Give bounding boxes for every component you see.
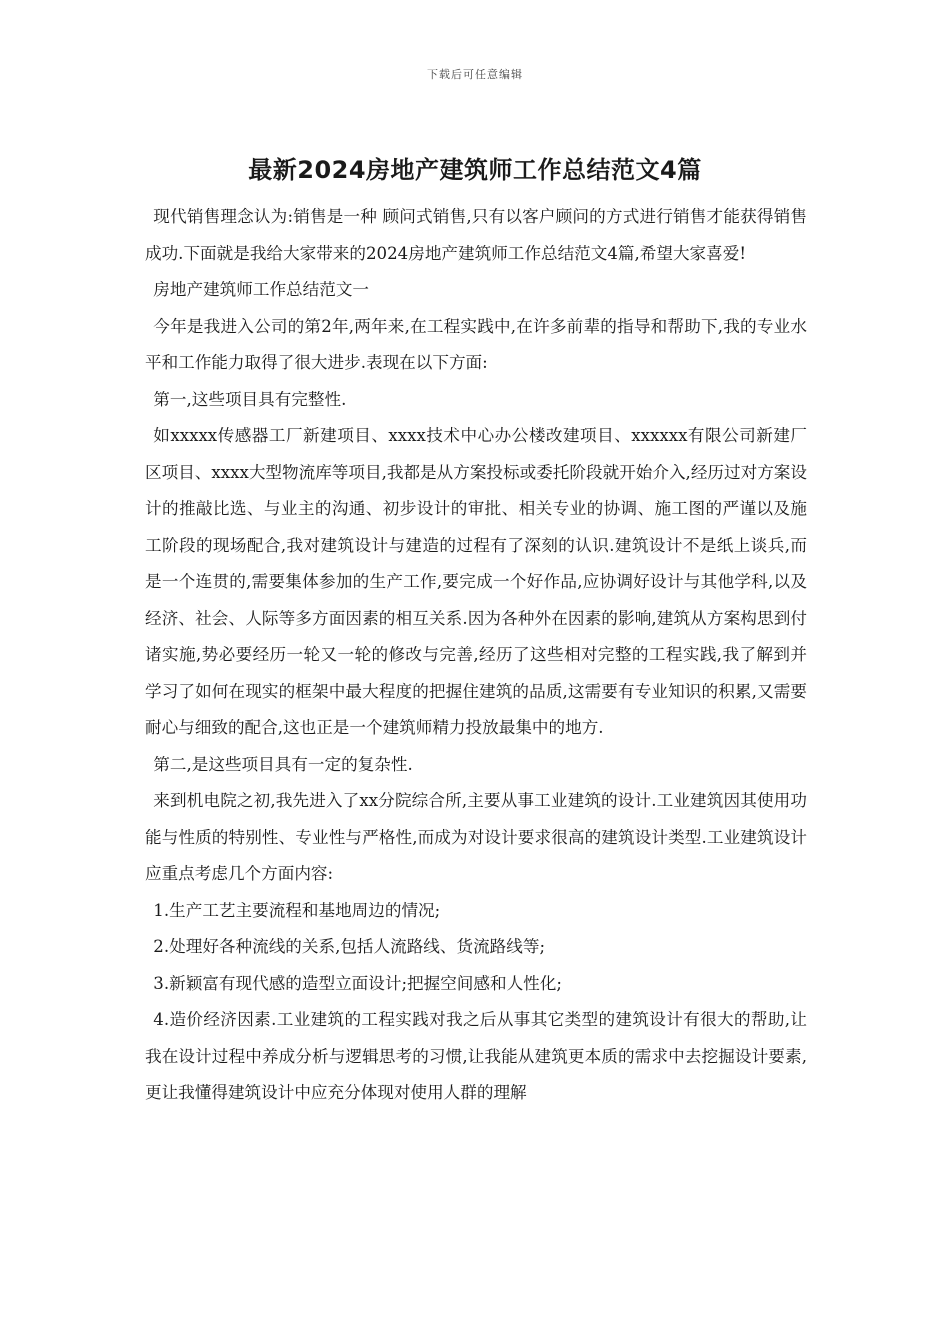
paragraph: 今年是我进入公司的第2年,两年来,在工程实践中,在许多前辈的指导和帮助下,我的专业水平和工作能力取得了很大进步.表现在以下方面:: [145, 316, 807, 372]
document-body: [145, 199, 807, 1112]
paragraph-point-heading: 第一,这些项目具有完整性.: [153, 389, 347, 409]
paragraph-point-heading: 第二,是这些项目具有一定的复杂性.: [153, 754, 413, 774]
list-item: 1.生产工艺主要流程和基地周边的情况;: [153, 900, 441, 920]
list-item: 3.新颖富有现代感的造型立面设计;把握空间感和人性化;: [153, 973, 562, 993]
paragraph: 来到机电院之初,我先进入了xx分院综合所,主要从事工业建筑的设计.工业建筑因其使用功能与性质的特别性、专业性与严格性,而成为对设计要求很高的建筑设计类型.工业建筑设计应重点考虑几个方面内容:: [145, 791, 807, 883]
paragraph-intro: 现代销售理念认为:销售是一种 顾问式销售,只有以客户顾问的方式进行销售才能获得销售成功.下面就是我给大家带来的2024房地产建筑师工作总结范文4篇,希望大家喜爱!: [145, 207, 807, 263]
paragraph-section-heading: 房地产建筑师工作总结范文一: [153, 280, 370, 299]
header-note: 下载后可任意编辑: [427, 68, 523, 81]
document-title: 最新2024房地产建筑师工作总结范文4篇: [248, 156, 702, 184]
list-item: 4.造价经济因素.工业建筑的工程实践对我之后从事其它类型的建筑设计有很大的帮助,让我在设计过程中养成分析与逻辑思考的习惯,让我能从建筑更本质的需求中去挖掘设计要素,更让我懂得建筑设计中应充分体现对使用人群的理解: [145, 1010, 807, 1102]
paragraph: 如xxxxx传感器工厂新建项目、xxxx技术中心办公楼改建项目、xxxxxx有限公司新建厂区项目、xxxx大型物流库等项目,我都是从方案投标或委托阶段就开始介入,经历过对方案设计的推敲比选、与业主的沟通、初步设计的审批、相关专业的协调、施工图的严谨以及施工阶段的现场配合,我对建筑设计与建造的过程有了深刻的认识.建筑设计不是纸上谈兵,而是一个连贯的,需要集体参加的生产工作,要完成一个好作品,应协调好设计与其他学科,以及经济、社会、人际等多方面因素的相互关系.因为各种外在因素的影响,建筑从方案构思到付诸实施,势必要经历一轮又一轮的修改与完善,经历了这些相对完整的工程实践,我了解到并学习了如何在现实的框架中最大程度的把握住建筑的品质,这需要有专业知识的积累,又需要耐心与细致的配合,这也正是一个建筑师精力投放最集中的地方.: [145, 426, 807, 737]
list-item: 2.处理好各种流线的关系,包括人流路线、货流路线等;: [153, 937, 546, 956]
